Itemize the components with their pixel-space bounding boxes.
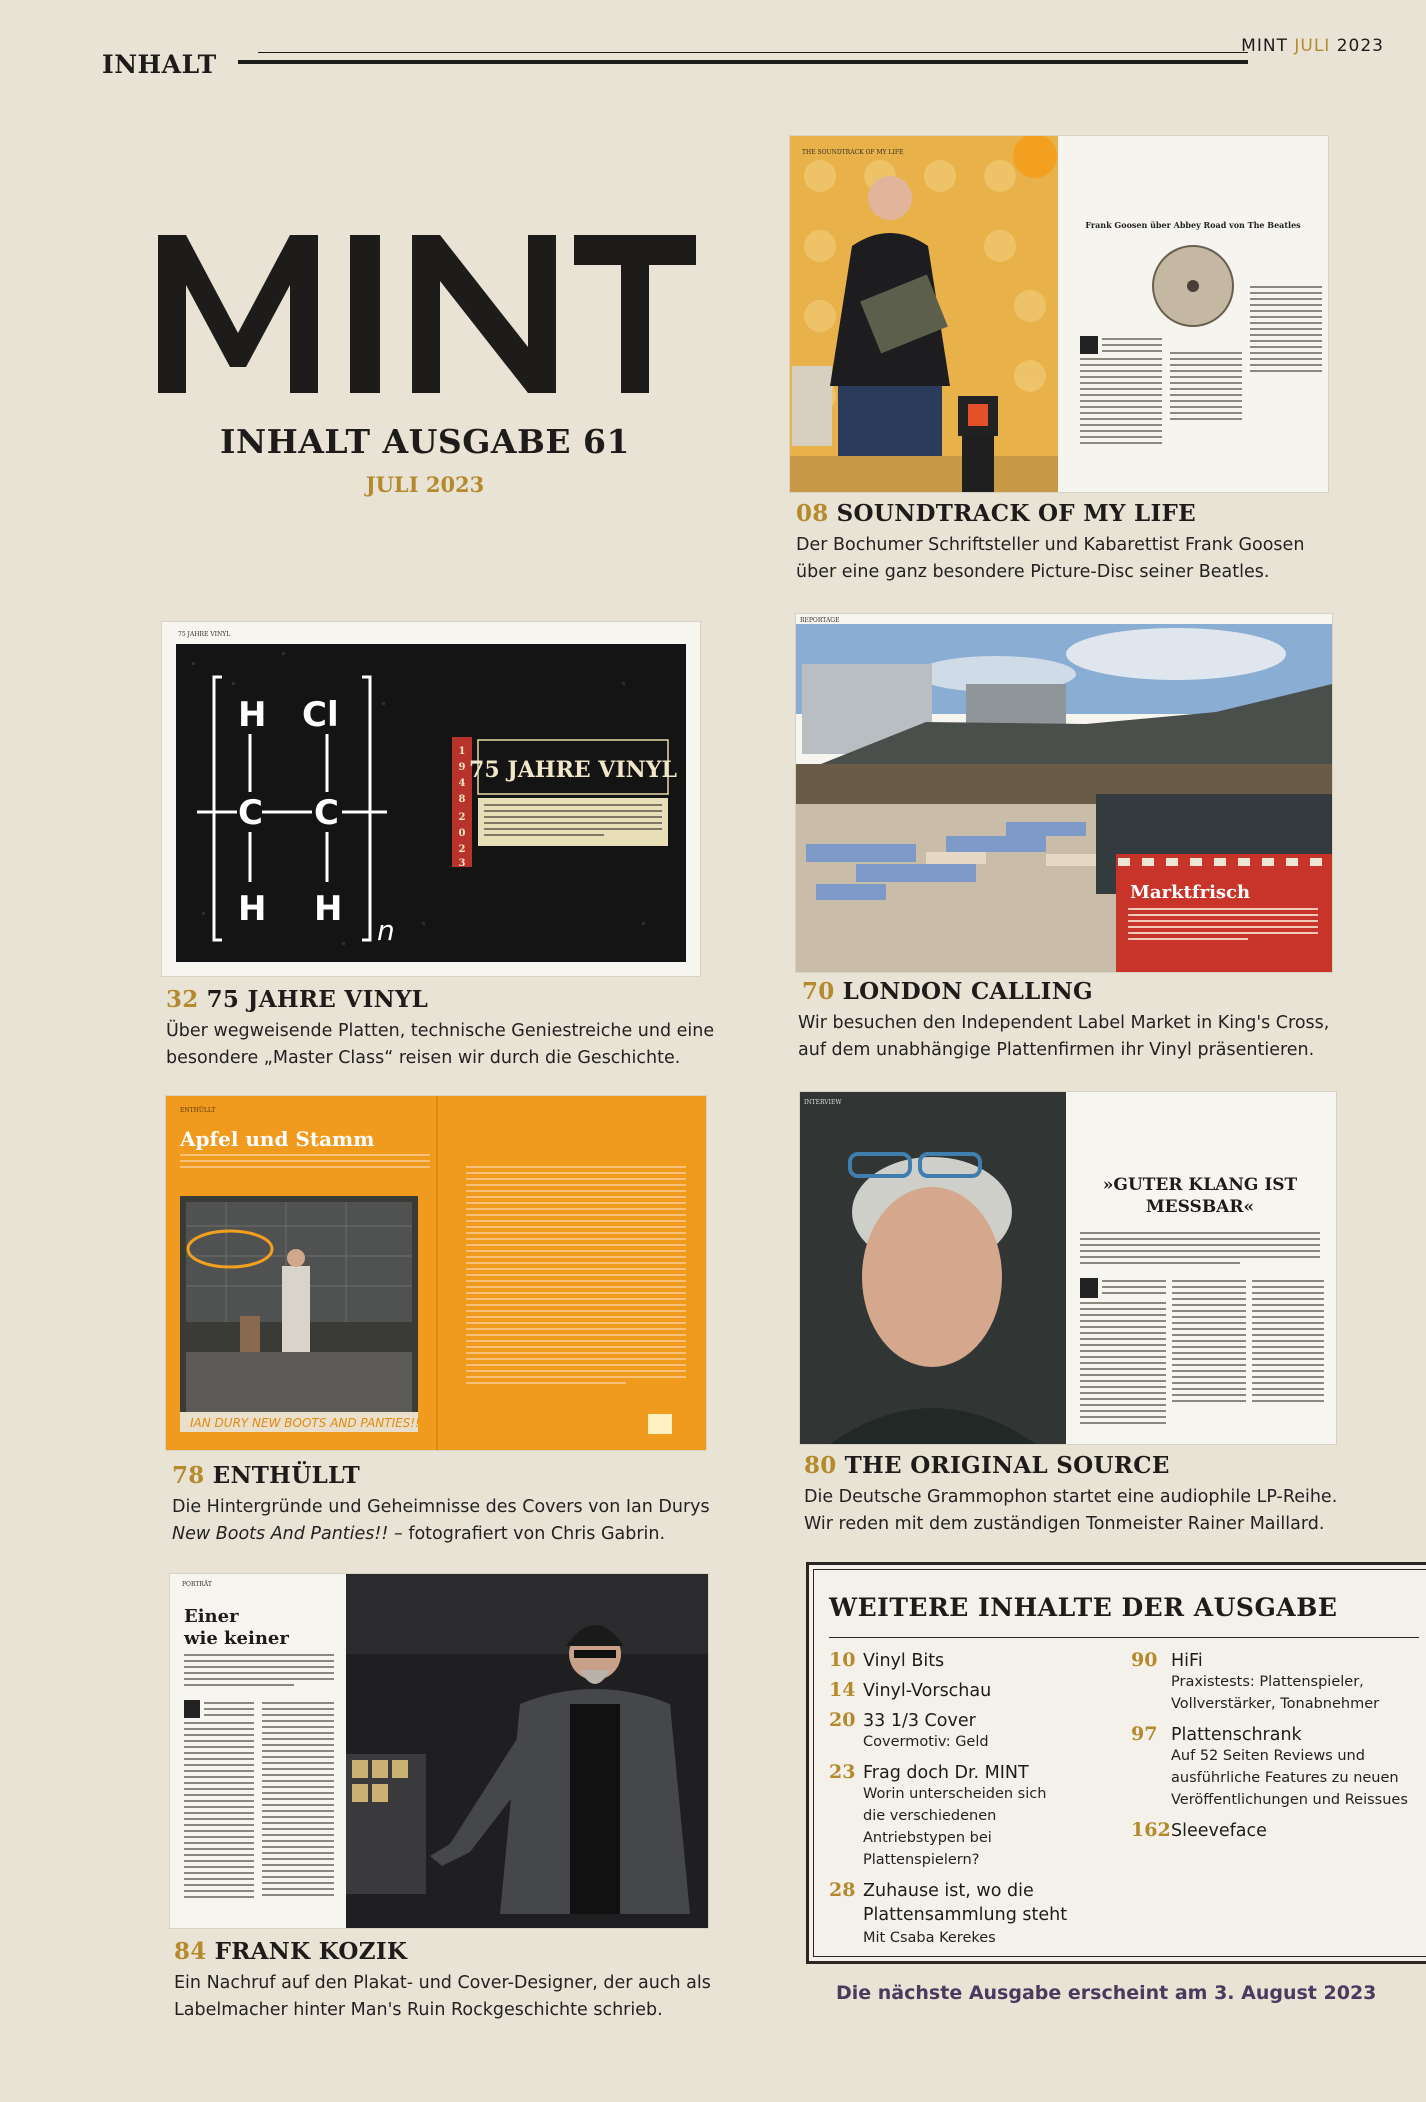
- album-title: New Boots And Panties!!: [172, 1524, 389, 1544]
- vinyl-spread: [162, 622, 700, 976]
- thumb-years: 1: [458, 746, 466, 757]
- content-item[interactable]: 14 Vinyl-Vorschau: [829, 1679, 992, 1701]
- svg-text:H: H: [314, 889, 343, 929]
- article-text-soundtrack: Der Bochumer Schriftsteller und Kabarettist Frank Goosen über eine ganz besondere Picture-Disc seiner Beatles.: [796, 535, 1305, 582]
- thumb-headline-enthuellt: Apfel und Stamm: [180, 1127, 375, 1151]
- svg-text:INTERVIEW: INTERVIEW: [804, 1099, 842, 1106]
- more-contents-box: [806, 1562, 1426, 1964]
- article-page-vinyl: 32: [166, 986, 199, 1013]
- article-page-original-source: 80: [804, 1452, 837, 1479]
- issue-title: INHALT AUSGABE 61: [220, 422, 630, 461]
- svg-text:C: C: [314, 793, 339, 833]
- svg-text:3: 3: [458, 858, 466, 869]
- svg-text:MESSBAR«: MESSBAR«: [1145, 1197, 1255, 1217]
- article-title-soundtrack[interactable]: 08 SOUNDTRACK OF MY LIFE: [796, 500, 1197, 527]
- svg-text:wie keiner: wie keiner: [184, 1628, 289, 1649]
- more-contents-right-col: [1131, 1649, 1426, 1849]
- thumb-headline-london: Marktfrisch: [1130, 882, 1251, 903]
- article-text-kozik: Ein Nachruf auf den Plakat- und Cover-Designer, der auch als Labelmacher hinter Man's Ruin Rockgeschichte schrieb.: [174, 1973, 711, 2020]
- thumb-kicker-soundtrack: THE SOUNDTRACK OF MY LIFE: [802, 149, 904, 156]
- soundtrack-spread: [790, 136, 1328, 492]
- content-item[interactable]: 20 33 1/3 Cover Covermotiv: Geld: [829, 1709, 989, 1750]
- svg-text:n: n: [377, 914, 395, 947]
- interview-spread: [800, 1092, 1336, 1444]
- article-text-enthuellt: Die Hintergründe und Geheimnisse des Covers von Ian Durys New Boots And Panties!! – fotografiert von Chris Gabrin.: [172, 1497, 710, 1544]
- header-rule-thin: [258, 52, 1248, 53]
- svg-text:8: 8: [458, 794, 466, 805]
- thumb-headline-interview: »GUTER KLANG IST: [1102, 1175, 1298, 1195]
- svg-text:Frank Goosen über Abbey Road v: Frank Goosen über Abbey Road von The Beatles: [1085, 220, 1301, 230]
- issue-date: JULI 2023: [365, 472, 485, 497]
- article-thumb-kozik[interactable]: [170, 1574, 708, 1928]
- article-page-london: 70: [802, 978, 835, 1005]
- header-rule: [238, 60, 1248, 64]
- next-issue-note: Die nächste Ausgabe erscheint am 3. August 2023: [836, 1982, 1377, 2004]
- thumb-headline-kozik: Einer: [184, 1606, 239, 1627]
- svg-text:9: 9: [458, 762, 466, 773]
- mint-logo: [150, 215, 700, 405]
- article-page-soundtrack: 08: [796, 500, 829, 527]
- article-page-kozik: 84: [174, 1938, 207, 1965]
- svg-text:H: H: [238, 695, 267, 735]
- article-thumb-enthuellt[interactable]: [166, 1096, 706, 1450]
- section-label: INHALT: [102, 50, 217, 79]
- article-text-london: Wir besuchen den Independent Label Market in King's Cross, auf dem unabhängige Plattenfirmen ihr Vinyl präsentieren.: [798, 1013, 1330, 1060]
- more-contents-rule: [829, 1637, 1419, 1638]
- issue-label: [1241, 36, 1384, 56]
- issue-month: JULI: [1294, 36, 1331, 56]
- svg-text:PORTRÄT: PORTRÄT: [182, 1581, 212, 1588]
- enthuellt-spread: [166, 1096, 706, 1450]
- article-thumb-original-source[interactable]: [800, 1092, 1336, 1444]
- article-title-london[interactable]: 70 LONDON CALLING: [802, 978, 1093, 1005]
- svg-text:75 JAHRE VINYL: 75 JAHRE VINYL: [178, 631, 231, 638]
- article-title-vinyl[interactable]: 32 75 JAHRE VINYL: [166, 986, 429, 1013]
- svg-text:C: C: [238, 793, 263, 833]
- article-page-enthuellt: 78: [172, 1462, 205, 1489]
- issue-year: 2023: [1336, 36, 1384, 56]
- content-item[interactable]: 162Sleeveface: [1131, 1819, 1267, 1841]
- article-text-vinyl: Über wegweisende Platten, technische Geniestreiche und eine besondere „Master Class“ reisen wir durch die Geschichte.: [166, 1021, 715, 1068]
- article-title-enthuellt[interactable]: 78 ENTHÜLLT: [172, 1462, 361, 1489]
- svg-text:4: 4: [458, 778, 466, 789]
- article-text-original-source: Die Deutsche Grammophon startet eine audiophile LP-Reihe. Wir reden mit dem zuständigen Tonmeister Rainer Maillard.: [804, 1487, 1338, 1534]
- svg-text:Cl: Cl: [302, 695, 339, 735]
- svg-text:REPORTAGE: REPORTAGE: [800, 617, 840, 624]
- thumb-cover-text: IAN DURY NEW BOOTS AND PANTIES!!: [190, 1416, 420, 1430]
- article-thumb-vinyl[interactable]: [162, 622, 700, 976]
- content-item[interactable]: 28 Zuhause ist, wo die Plattensammlung steht Mit Csaba Kerekes: [829, 1879, 1068, 1946]
- svg-text:2: 2: [458, 812, 466, 823]
- svg-text:ENTHÜLLT: ENTHÜLLT: [180, 1107, 216, 1114]
- article-title-original-source[interactable]: 80 THE ORIGINAL SOURCE: [804, 1452, 1170, 1479]
- svg-text:0: 0: [458, 828, 466, 839]
- content-item[interactable]: 23 Frag doch Dr. MINT Worin unterscheiden sich die verschiedenen Antriebstypen bei Plattenspielern?: [829, 1761, 1047, 1868]
- article-title-kozik[interactable]: 84 FRANK KOZIK: [174, 1938, 408, 1965]
- article-thumb-soundtrack[interactable]: [790, 136, 1328, 492]
- kozik-spread: [170, 1574, 708, 1928]
- article-thumb-london[interactable]: [796, 614, 1332, 972]
- svg-text:H: H: [238, 889, 267, 929]
- magazine-name: MINT: [1241, 36, 1288, 56]
- content-item[interactable]: 90 HiFi Praxistests: Plattenspieler, Vollverstärker, Tonabnehmer: [1131, 1649, 1380, 1712]
- svg-text:75 JAHRE VINYL: 75 JAHRE VINYL: [469, 757, 677, 783]
- london-spread: [796, 614, 1332, 972]
- more-contents-title: WEITERE INHALTE DER AUSGABE: [829, 1593, 1338, 1622]
- content-item[interactable]: 10 Vinyl Bits: [829, 1649, 945, 1671]
- more-contents-left-col: [829, 1649, 1129, 1957]
- svg-text:2: 2: [458, 844, 466, 855]
- content-item[interactable]: 97 Plattenschrank Auf 52 Seiten Reviews und ausführliche Features zu neuen Veröffentlichungen und Reissues: [1131, 1723, 1408, 1808]
